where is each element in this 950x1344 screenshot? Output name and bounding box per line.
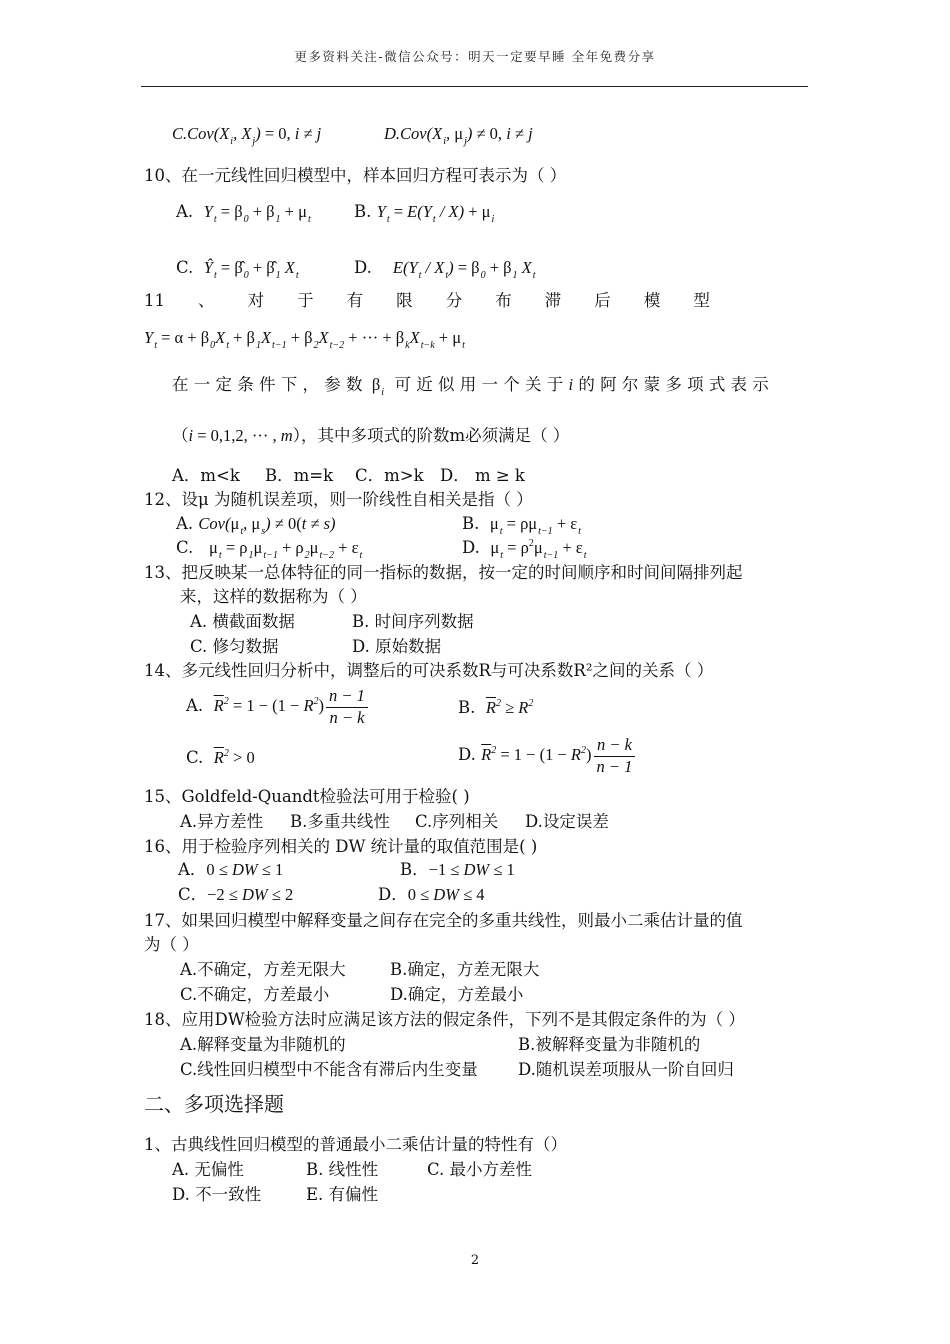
- q12-option-c: C. $\mu_t = \rho_1\mu_{t-1} + \rho_2\mu_{t-2} + \varepsilon_t$: [176, 538, 363, 561]
- q15-stem: 15、Goldfeld-Quandt检验法可用于检验( ): [144, 787, 470, 806]
- q18-option-a: A.解释变量为非随机的: [180, 1035, 346, 1054]
- q15-option-c: C.序列相关: [415, 812, 499, 831]
- q11-stem-line3: 在 一 定 条 件 下 ， 参 数 $\beta_i$ 可 近 似 用 一 个 关 于 i 的 阿 尔 蒙 多 项 式 表 示: [172, 375, 769, 398]
- q16-option-b: B．−1 ≤ DW ≤ 1: [400, 860, 515, 879]
- page-number: 2: [470, 1253, 480, 1268]
- q16-option-c: C．−2 ≤ DW ≤ 2: [178, 885, 294, 904]
- q11-model-equation: $Y_t = \alpha + \beta_0X_t + \beta_1X_{t-1} + \beta_2X_{t-2}$ + ··· + $\beta_kX_{t-k} + \mu_t$: [144, 328, 465, 351]
- q12-option-b: B. $\mu_t = \rho\mu_{t-1} + \varepsilon_t$: [462, 514, 581, 537]
- q10-option-b: B. $Y_t = E(Y_t / X) + \mu_i$: [354, 202, 495, 225]
- q14-option-c: C. $\overline{R}^2 > 0$: [186, 748, 255, 767]
- q17-option-d: D.确定，方差最小: [390, 985, 524, 1004]
- q13-option-b: B. 时间序列数据: [352, 612, 474, 631]
- page-header: 更多资料关注-微信公众号：明天一定要早睡 全年免费分享: [294, 49, 656, 64]
- header-rule: [141, 86, 808, 87]
- mq1-stem: 1、古典线性回归模型的普通最小二乘估计量的特性有（）: [144, 1135, 567, 1154]
- q17-stem-line2: 为（ ）: [144, 935, 199, 954]
- q15-option-a: A.异方差性: [180, 812, 264, 831]
- q18-option-b: B.被解释变量为非随机的: [518, 1035, 701, 1054]
- q17-option-c: C.不确定，方差最小: [180, 985, 330, 1004]
- q11-option-a: A．m<k: [172, 466, 240, 485]
- q14-option-b: B. $\overline{R}^2 \ge R^2$: [458, 698, 534, 717]
- q11-stem-line4: （i = 0,1,2, ··· , m），其中多项式的阶数m必须满足（ ）: [172, 426, 570, 445]
- q16-option-a: A．0 ≤ DW ≤ 1: [178, 860, 284, 879]
- mq1-option-b: B. 线性性: [306, 1160, 379, 1179]
- q17-option-a: A.不确定，方差无限大: [180, 960, 346, 979]
- q12-option-a: A. $Cov(\mu_t$, $\mu_s) \ne 0(t \ne s)$: [176, 514, 336, 537]
- q11-stem-line1: 11 、 对 于 有 限 分 布 滞 后 模 型: [144, 291, 710, 310]
- q10-option-a: A. $Y_t = \beta_0 + \beta_1 + \mu_t$: [176, 202, 311, 225]
- mq1-option-d: D. 不一致性: [172, 1185, 262, 1204]
- q11-option-b: B．m=k: [265, 466, 334, 485]
- q14-stem: 14、多元线性回归分析中，调整后的可决系数R与可决系数R²之间的关系（ ）: [144, 661, 714, 680]
- q16-option-d: D．0 ≤ DW ≤ 4: [378, 885, 485, 904]
- q17-stem-line1: 17、如果回归模型中解释变量之间存在完全的多重共线性，则最小二乘估计量的值: [144, 911, 743, 930]
- q11-option-d: D． m ≥ k: [440, 466, 525, 485]
- q13-option-a: A. 横截面数据: [190, 612, 295, 631]
- mq1-option-c: C. 最小方差性: [427, 1160, 533, 1179]
- q18-option-c: C.线性回归模型中不能含有滞后内生变量: [180, 1060, 478, 1079]
- q13-stem-line2: 来，这样的数据称为（ ）: [180, 587, 367, 606]
- mq1-option-a: A. 无偏性: [172, 1160, 244, 1179]
- mq1-option-e: E. 有偏性: [306, 1185, 379, 1204]
- q17-option-b: B.确定，方差无限大: [390, 960, 540, 979]
- q12-stem: 12、设μ 为随机误差项，则一阶线性自相关是指（ ）: [144, 490, 533, 509]
- q9-option-d: $D.Cov(X_i$, $\mu_j) \ne 0$, i ≠ j: [384, 124, 533, 147]
- q15-option-b: B.多重共线性: [290, 812, 390, 831]
- q15-option-d: D.设定误差: [525, 812, 609, 831]
- q14-option-d: D. $\overline{R}^2 = 1 - (1 - R^2)$ $\frac{n - k}{n - 1}$: [458, 737, 637, 775]
- q9-option-c: $C.Cov(X_i$, $X_j) = 0$, i ≠ j: [172, 124, 322, 147]
- q10-option-c: C. $Ŷ_t$ = $\betâ_0$ + $\betâ_1$ $X_t$: [176, 258, 299, 281]
- q11-option-c: C．m>k: [355, 466, 424, 485]
- q13-stem-line1: 13、把反映某一总体特征的同一指标的数据，按一定的时间顺序和时间间隔排列起: [144, 563, 743, 582]
- q18-option-d: D.随机误差项服从一阶自回归: [518, 1060, 734, 1079]
- q10-stem: 10、在一元线性回归模型中，样本回归方程可表示为（ ）: [144, 166, 567, 185]
- q13-option-c: C. 修匀数据: [190, 637, 279, 656]
- q14-option-a: A. $\overline{R}^2 = 1 - (1 - R^2)$ $\frac{n - 1}{n - k}$: [186, 688, 370, 726]
- section-heading: 二、多项选择题: [144, 1092, 284, 1116]
- q16-stem: 16、用于检验序列相关的 DW 统计量的取值范围是( ): [144, 837, 538, 856]
- q10-option-d: D. $E(Y_t / X_t) = \beta_0 + \beta_1$ $X_t$: [354, 258, 536, 281]
- q13-option-d: D. 原始数据: [352, 637, 442, 656]
- q12-option-d: D. $\mu_t = \rho^2\mu_{t-1} + \varepsilon_t$: [462, 538, 587, 561]
- q18-stem: 18、应用DW检验方法时应满足该方法的假定条件，下列不是其假定条件的为（ ）: [144, 1010, 745, 1029]
